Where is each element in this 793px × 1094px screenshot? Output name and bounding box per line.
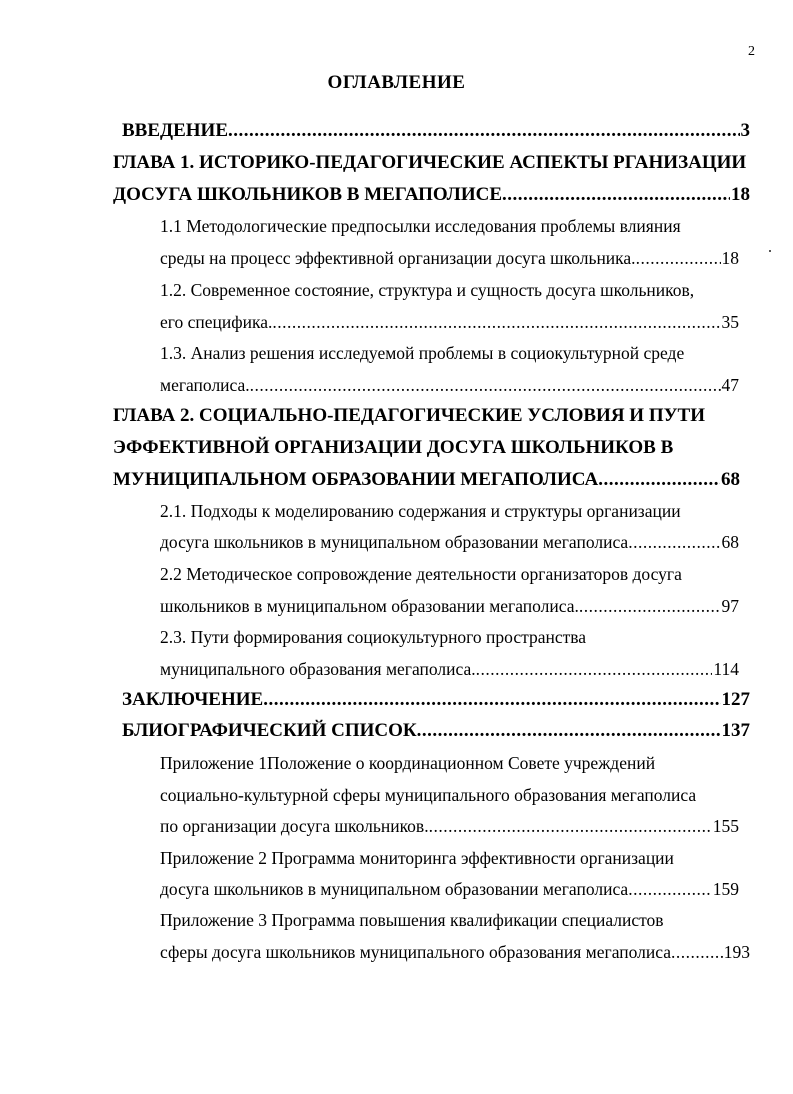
toc-appendix-1-line-3[interactable] <box>160 812 739 840</box>
toc-entry-label: по организации досуга школьников. <box>160 816 429 836</box>
toc-section-2-2-line-2[interactable] <box>160 592 739 620</box>
toc-section-1-2-line-2[interactable] <box>160 308 739 336</box>
dot-leader <box>671 938 723 966</box>
dot-leader <box>579 592 721 620</box>
toc-section-1-2-line-1[interactable]: 1.2. Современное состояние, структура и сущность досуга школьников, <box>160 280 695 300</box>
toc-page-ref: 137 <box>721 720 750 741</box>
dot-leader <box>628 528 720 556</box>
page-title: ОГЛАВЛЕНИЕ <box>327 72 466 93</box>
toc-section-1-3-line-2[interactable] <box>160 371 739 399</box>
toc-chapter-2-line-1[interactable]: ГЛАВА 2. СОЦИАЛЬНО-ПЕДАГОГИЧЕСКИЕ УСЛОВИЯ И ПУТИ <box>113 405 706 426</box>
toc-appendix-1-line-2[interactable]: социально-культурной сферы муниципального образования мегаполиса <box>160 785 697 805</box>
toc-appendix-1-line-1[interactable]: Приложение 1Положение о координационном Совете учреждений <box>160 753 656 773</box>
toc-page-ref: 18 <box>731 184 750 205</box>
dot-leader <box>228 117 740 145</box>
toc-chapter-2-line-2[interactable]: ЭФФЕКТИВНОЙ ОРГАНИЗАЦИИ ДОСУГА ШКОЛЬНИКОВ В <box>113 437 674 458</box>
dot-leader <box>263 686 720 714</box>
toc-section-2-1-line-1[interactable]: 2.1. Подходы к моделированию содержания и структуры организации <box>160 501 681 521</box>
toc-appendix-2-line-1[interactable]: Приложение 2 Программа мониторинга эффективности организации <box>160 848 674 868</box>
toc-page-ref: 97 <box>721 596 739 616</box>
toc-section-2-3-line-1[interactable]: 2.3. Пути формирования социокультурного пространства <box>160 627 587 647</box>
toc-appendix-3-line-1[interactable]: Приложение 3 Программа повышения квалификации специалистов <box>160 910 664 930</box>
toc-entry-intro[interactable] <box>122 117 750 145</box>
toc-entry-label: досуга школьников в муниципальном образовании мегаполиса <box>160 532 629 552</box>
toc-section-1-1-line-1[interactable]: 1.1 Методологические предпосылки исследования проблемы влияния <box>160 216 681 236</box>
toc-section-1-3-line-1[interactable]: 1.3. Анализ решения исследуемой проблемы в социокультурной среде <box>160 343 685 363</box>
toc-entry-label: среды на процесс эффективной организации досуга школьника. <box>160 248 636 268</box>
toc-section-2-1-line-2[interactable] <box>160 528 739 556</box>
toc-page-ref: 114 <box>713 659 739 679</box>
toc-page-ref: 18 <box>721 248 739 268</box>
toc-entry-label: ВВЕДЕНИЕ <box>122 120 228 141</box>
dot-leader <box>598 466 720 494</box>
dot-leader <box>476 655 713 683</box>
toc-entry-label: муниципального образования мегаполиса. <box>160 659 476 679</box>
toc-entry-label: МУНИЦИПАЛЬНОМ ОБРАЗОВАНИИ МЕГАПОЛИСА <box>113 469 599 490</box>
toc-page-ref: 127 <box>721 689 750 710</box>
scan-speck <box>769 250 771 252</box>
toc-entry-label: ЗАКЛЮЧЕНИЕ <box>122 689 264 710</box>
toc-page-ref: 68 <box>721 469 740 490</box>
toc-entry-label: школьников в муниципальном образовании мегаполиса. <box>160 596 579 616</box>
toc-page-ref: 193 <box>723 942 750 962</box>
toc-page-ref: 35 <box>721 312 739 332</box>
toc-appendix-3-line-2[interactable] <box>160 938 750 966</box>
dot-leader <box>429 812 712 840</box>
toc-section-2-3-line-2[interactable] <box>160 655 739 683</box>
toc-appendix-2-line-2[interactable] <box>160 875 739 903</box>
toc-entry-label: досуга школьников в муниципальном образовании мегаполиса <box>160 879 629 899</box>
toc-entry-label: его специфика. <box>160 312 273 332</box>
toc-page-ref: 159 <box>712 879 739 899</box>
toc-chapter-1-line-1[interactable]: ГЛАВА 1. ИСТОРИКО-ПЕДАГОГИЧЕСКИЕ АСПЕКТЫ РГАНИЗАЦИИ <box>113 152 747 173</box>
dot-leader <box>417 717 721 745</box>
toc-chapter-1-line-2[interactable] <box>113 181 750 209</box>
dot-leader <box>628 875 712 903</box>
toc-section-2-2-line-1[interactable]: 2.2 Методическое сопровождение деятельности организаторов досуга <box>160 564 682 584</box>
dot-leader <box>636 244 721 272</box>
toc-entry-label: ДОСУГА ШКОЛЬНИКОВ В МЕГАПОЛИСЕ <box>113 184 503 205</box>
toc-section-1-1-line-2[interactable] <box>160 244 739 272</box>
page-number: 2 <box>748 44 755 59</box>
dot-leader <box>502 181 730 209</box>
toc-entry-conclusion[interactable] <box>122 686 750 714</box>
toc-entry-label: сферы досуга школьников муниципального образования мегаполиса <box>160 942 671 962</box>
toc-page-ref: 68 <box>721 532 739 552</box>
dot-leader <box>272 308 720 336</box>
toc-page-ref: 3 <box>740 120 750 141</box>
toc-entry-label: БЛИОГРАФИЧЕСКИЙ СПИСОК <box>122 720 417 741</box>
toc-entry-label: мегаполиса. <box>160 375 250 395</box>
toc-chapter-2-line-3[interactable] <box>113 466 740 494</box>
toc-page-ref: 47 <box>721 375 739 395</box>
toc-entry-bibliography[interactable] <box>122 717 750 745</box>
toc-page-ref: 155 <box>712 816 739 836</box>
dot-leader <box>250 371 721 399</box>
